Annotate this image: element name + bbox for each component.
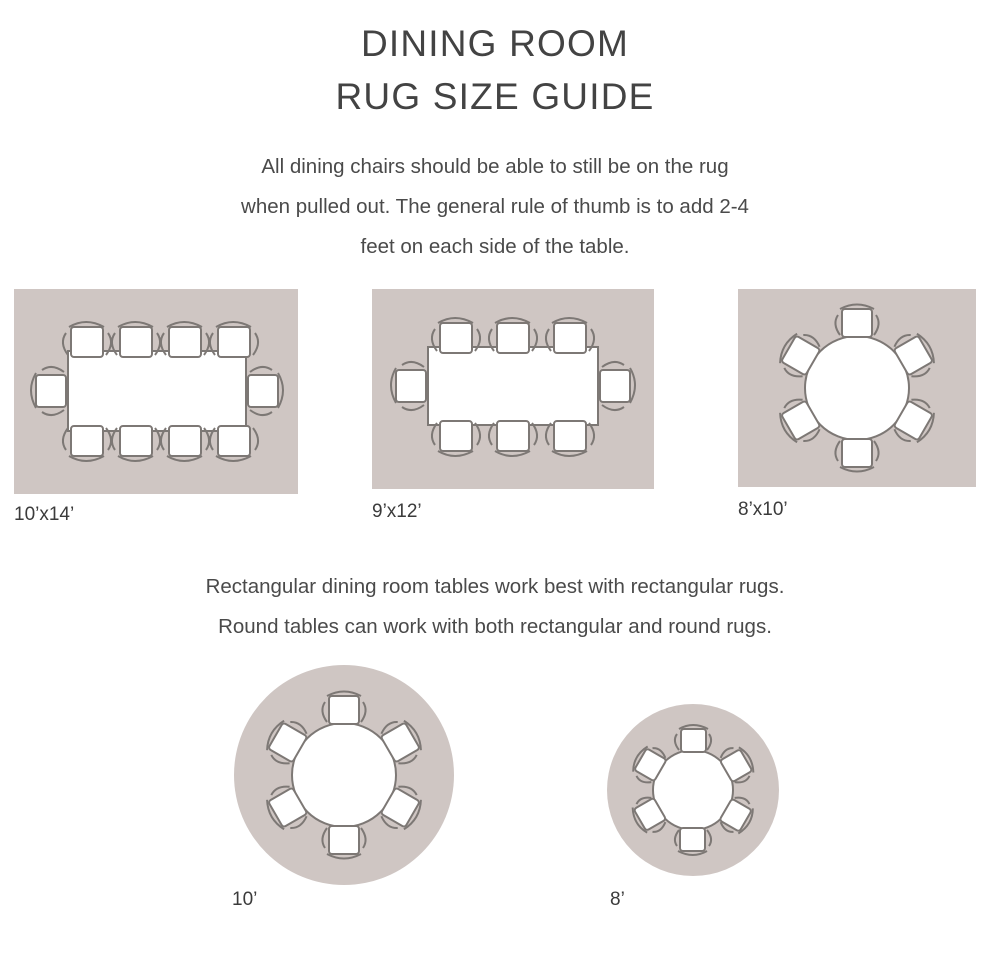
chair-icon [546,421,594,456]
chair-icon [322,691,365,724]
chair-icon [546,318,594,353]
middle-paragraph [0,567,990,647]
rectangular-rug-row [0,289,990,539]
chair-group-bottom-9x12 [432,421,594,456]
chair-icon [112,426,160,461]
chair-icon [322,826,365,859]
chair-icon [248,367,283,415]
dining-table-rect-10x14 [68,351,246,431]
chair-icon [31,367,66,415]
page-title-line-2: RUG SIZE GUIDE [335,75,655,117]
caption-10x14: 10’x14’ [14,503,75,525]
caption-8x10: 8’x10’ [738,498,788,520]
chair-icon [835,304,878,337]
chair-icon [63,322,111,357]
chair-icon [675,725,711,752]
chair-icon [112,322,160,357]
chair-icon [675,828,711,855]
intro-line-1: All dining chairs should be able to still be on the rug [261,155,729,179]
caption-9x12: 9’x12’ [372,500,422,522]
chair-icon [210,322,258,357]
chair-icon [489,318,537,353]
dining-table-round-10 [292,723,396,827]
caption-round-10: 10’ [232,888,258,910]
chair-icon [63,426,111,461]
chair-icon [600,362,635,410]
dining-table-rect-9x12 [428,347,598,425]
chair-icon [161,426,209,461]
chair-group-top-9x12 [432,318,594,353]
chair-icon [161,322,209,357]
caption-round-8: 8’ [610,888,625,910]
round-rug-row [0,663,990,923]
intro-line-2: when pulled out. The general rule of thumb is to add 2-4 [241,195,749,219]
page-title [0,0,990,123]
middle-line-2: Round tables can work with both rectangular and round rugs. [218,614,772,638]
chair-icon [432,421,480,456]
middle-line-1: Rectangular dining room tables work best with rectangular rugs. [205,574,785,598]
chair-icon [391,362,426,410]
intro-line-3: feet on each side of the table. [360,235,630,258]
chair-icon [489,421,537,456]
dining-table-round-8x10 [805,336,909,440]
chair-icon [432,318,480,353]
chair-icon [210,426,258,461]
page-title-line-1: DINING ROOM [360,23,630,64]
chair-icon [835,439,878,472]
intro-paragraph [0,147,990,267]
